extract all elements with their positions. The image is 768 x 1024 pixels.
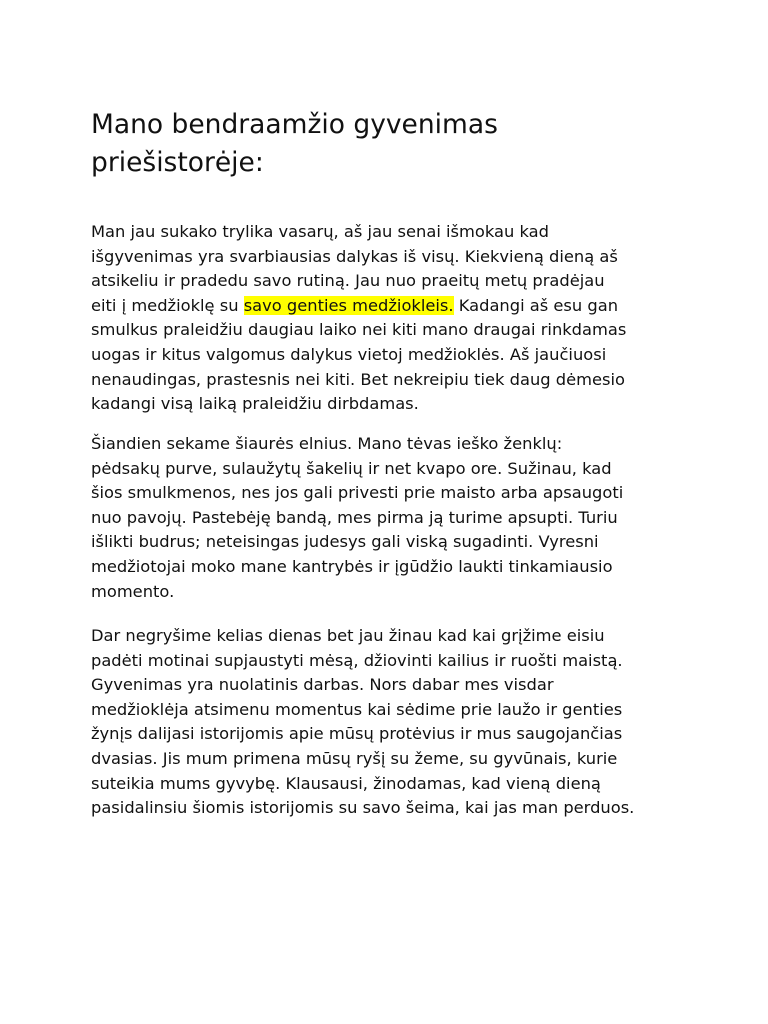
highlighted-text: savo genties medžiokleis.: [243, 295, 454, 315]
text-line: Šiandien sekame šiaurės elnius. Mano tėvas ieško ženklų:: [91, 434, 563, 453]
text-line: Man jau sukako trylika vasarų, aš jau senai išmokau kad: [91, 222, 549, 241]
text-line: uogas ir kitus valgomus dalykus vietoj medžioklės. Aš jaučiuosi: [91, 344, 607, 364]
text-segment: eiti į medžioklę su: [91, 295, 244, 315]
document-title: [91, 106, 691, 182]
text-line: [91, 294, 711, 319]
text-line: pasidalinsiu šiomis istorijomis su savo šeima, kai jas man perduos.: [91, 798, 635, 818]
text-line: suteikia mums gyvybę. Klausausi, žinodamas, kad vieną dieną: [91, 773, 601, 793]
text-line: Dar negryšime kelias dienas bet jau žinau kad kai grįžime eisiu: [91, 626, 605, 645]
text-line: medžiotojai moko mane kantrybės ir įgūdžio laukti tinkamiausio: [91, 556, 613, 576]
text-line: smulkus praleidžiu daugiau laiko nei kiti mano draugai rinkdamas: [91, 320, 627, 340]
text-line: Gyvenimas yra nuolatinis darbas. Nors dabar mes visdar: [91, 675, 554, 695]
text-segment: Kadangi aš esu gan: [453, 295, 619, 315]
paragraph-1: [91, 220, 711, 417]
text-line: išlikti budrus; neteisingas judesys gali viską sugadinti. Vyresni: [91, 532, 599, 552]
text-line: šios smulkmenos, nes jos gali privesti prie maisto arba apsaugoti: [91, 483, 624, 503]
text-line: pėdsakų purve, sulaužytų šakelių ir net kvapo ore. Sužinau, kad: [91, 458, 612, 478]
text-line: kadangi visą laiką praleidžiu dirbdamas.: [91, 394, 419, 414]
text-line: dvasias. Jis mum primena mūsų ryšį su žeme, su gyvūnais, kurie: [91, 748, 618, 768]
text-line: išgyvenimas yra svarbiausias dalykas iš visų. Kiekvieną dieną aš: [91, 246, 618, 266]
text-line: nuo pavojų. Pastebėję bandą, mes pirma ją turime apsupti. Turiu: [91, 507, 618, 527]
text-line: padėti motinai supjaustyti mėsą, džiovinti kailius ir ruošti maistą.: [91, 650, 623, 670]
title-line: Mano bendraamžio gyvenimas: [91, 109, 498, 140]
text-line: nenaudingas, prastesnis nei kiti. Bet nekreipiu tiek daug dėmesio: [91, 369, 625, 389]
paragraph-3: [91, 624, 711, 821]
text-line: momento.: [91, 581, 175, 601]
text-line: žynįs dalijasi istorijomis apie mūsų protėvius ir mus saugojančias: [91, 724, 623, 744]
text-line: medžioklėja atsimenu momentus kai sėdime prie laužo ir genties: [91, 699, 623, 719]
text-line: atsikeliu ir pradedu savo rutiną. Jau nuo praeitų metų pradėjau: [91, 271, 605, 291]
title-line: priešistorėje:: [91, 147, 264, 178]
paragraph-2: [91, 432, 711, 604]
